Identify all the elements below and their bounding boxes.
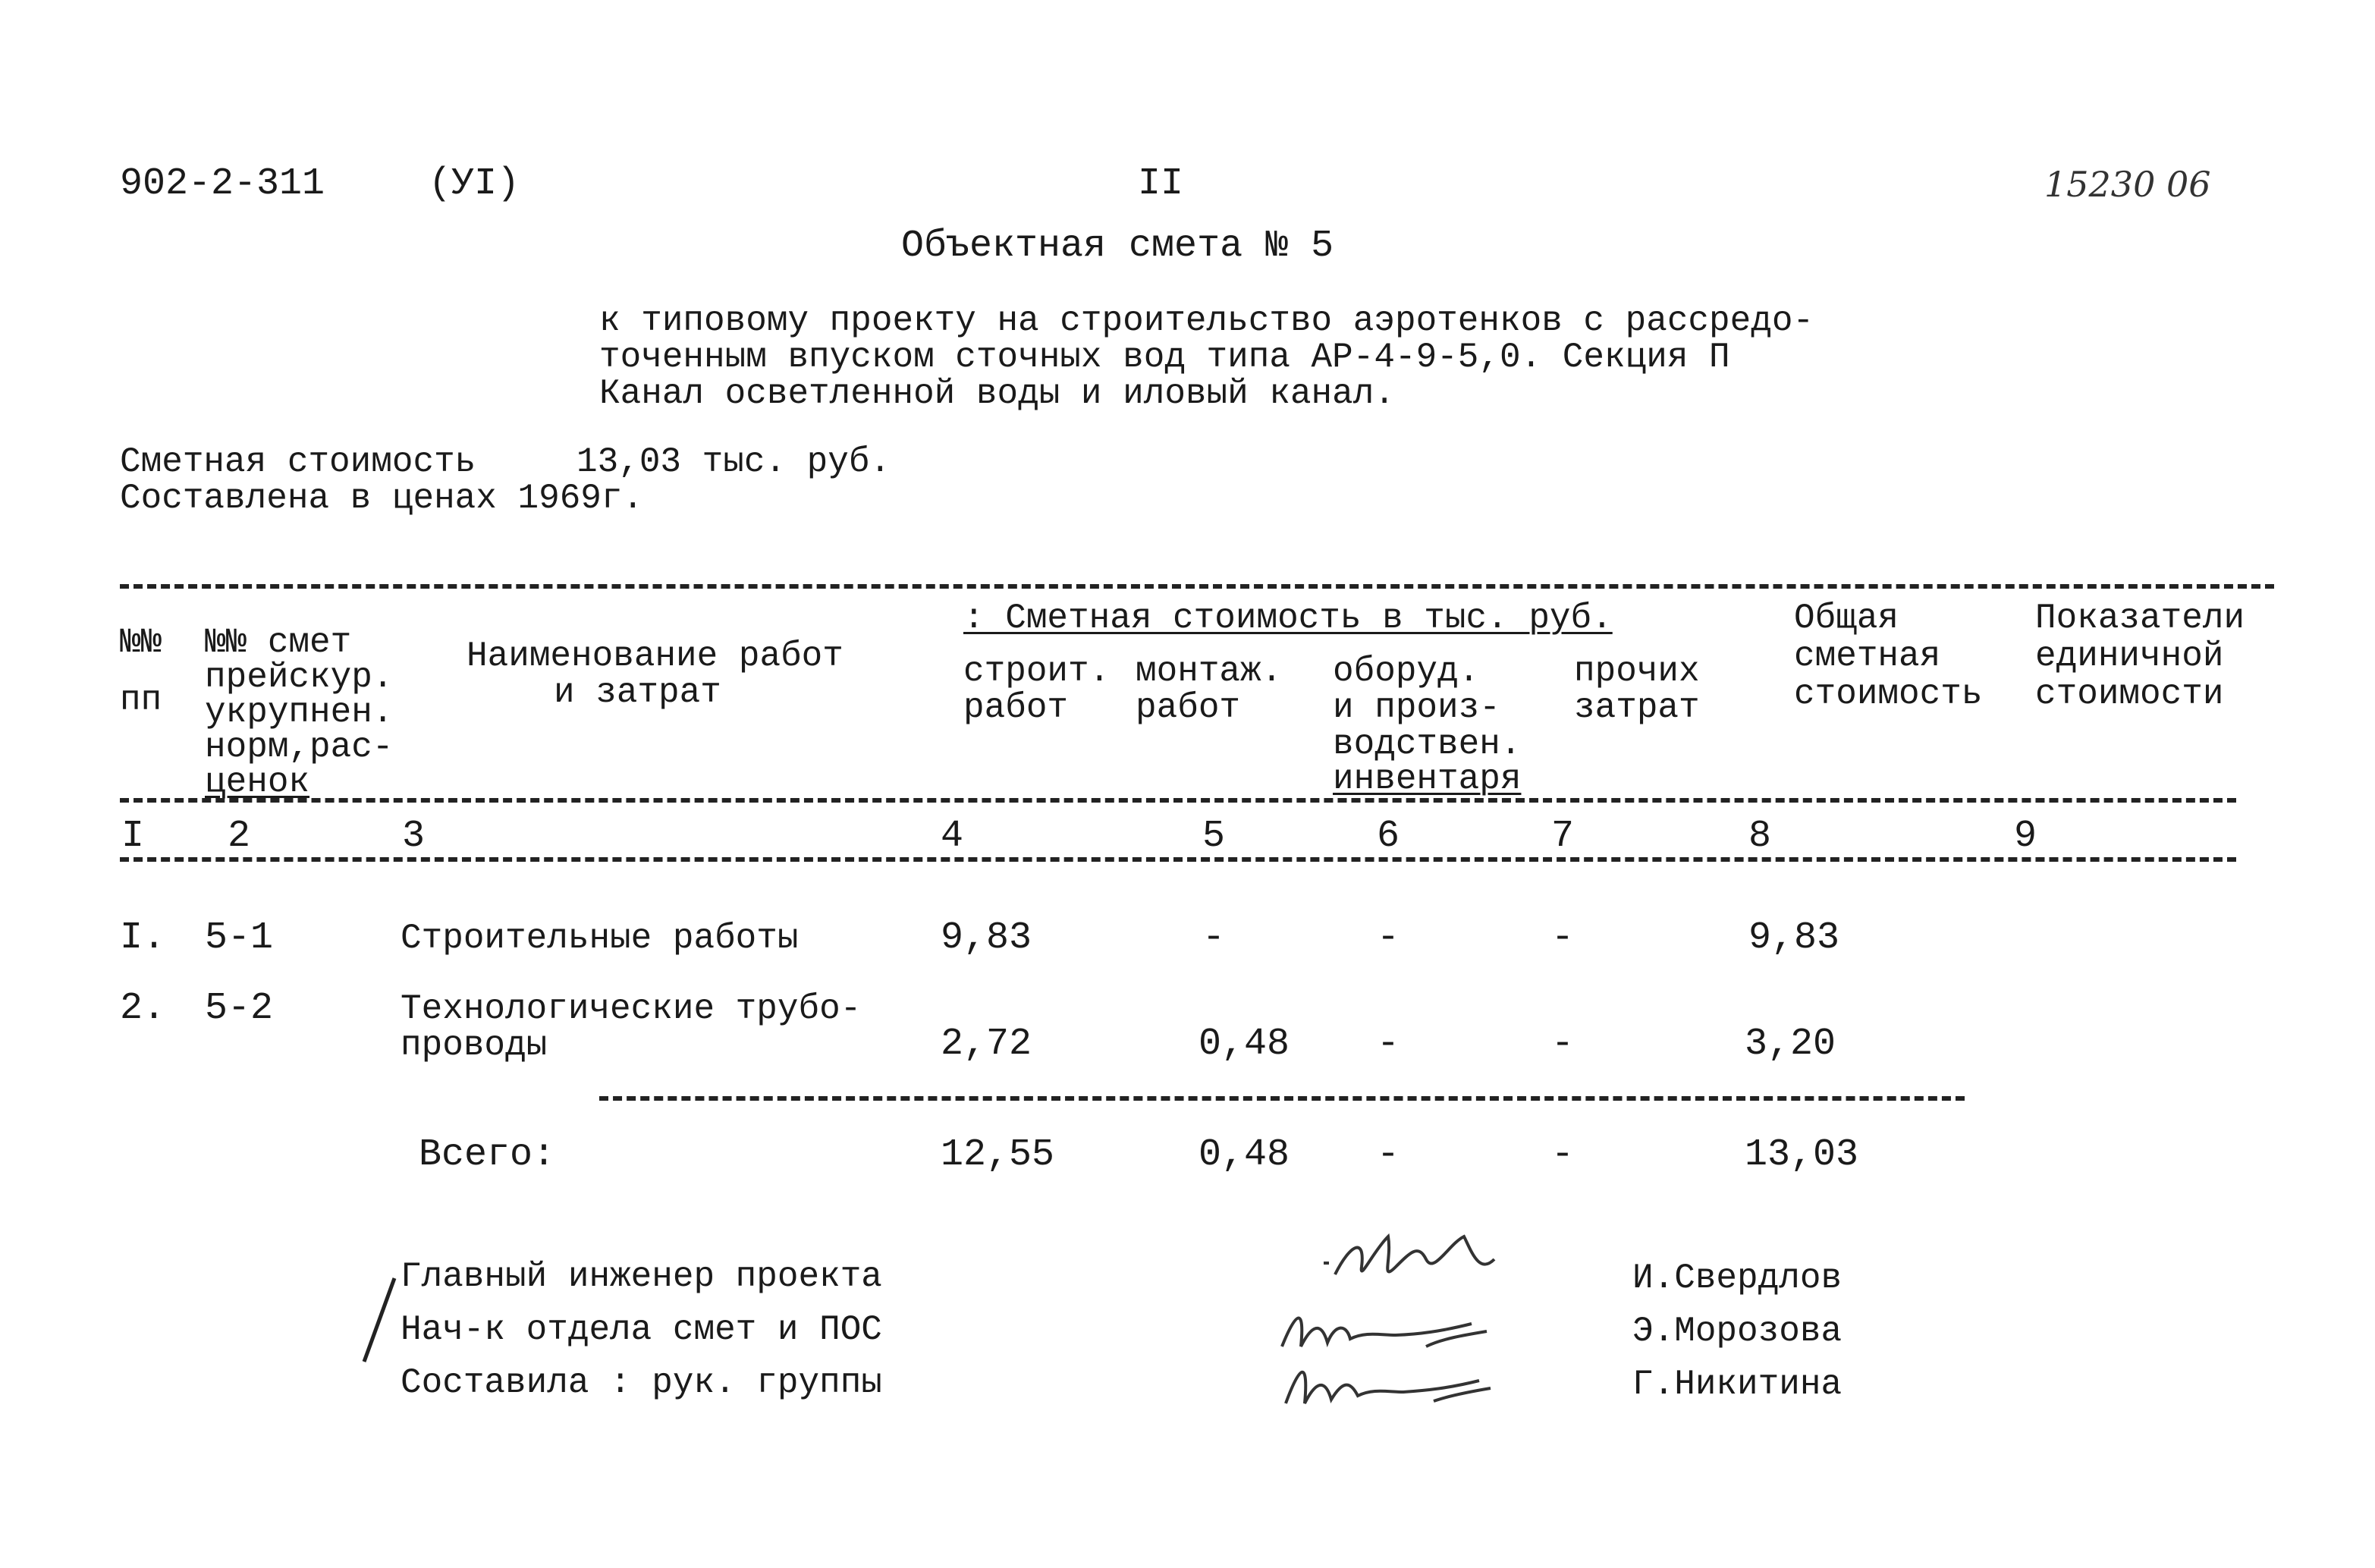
header-bottom-rule bbox=[120, 798, 2236, 803]
total-rule bbox=[599, 1096, 1965, 1101]
signature-role-department-head: Нач-к отдела смет и ПОС bbox=[401, 1310, 882, 1350]
signature-role-chief-engineer: Главный инженер проекта bbox=[401, 1257, 882, 1296]
column-numbers-rule bbox=[120, 857, 2236, 862]
handwritten-signature-3 bbox=[1274, 1354, 1502, 1415]
signature-role-group-lead: Составила : рук. группы bbox=[401, 1363, 882, 1403]
subtitle-line-3: Канал осветленной воды и иловый канал. bbox=[599, 374, 1395, 413]
signature-name-morozova: Э.Морозова bbox=[1632, 1312, 1843, 1351]
estimated-cost-label: Сметная стоимость bbox=[120, 442, 476, 482]
document-code: 902-2-311 bbox=[120, 162, 325, 206]
estimated-cost-value: 13,03 тыс. руб. bbox=[576, 442, 891, 482]
subtitle-line-2: точенным впуском сточных вод типа АР-4-9-5,0. Секция П bbox=[599, 338, 1730, 377]
header-cost-group: : Сметная стоимость в тыс. руб. bbox=[963, 599, 1613, 638]
table-top-rule bbox=[120, 584, 2274, 589]
signature-name-sverdlov: И.Свердлов bbox=[1632, 1258, 1843, 1298]
handwritten-signature-1 bbox=[1320, 1221, 1517, 1305]
subtitle-line-1: к типовому проекту на строительство аэротенков с рассредо- bbox=[599, 301, 1814, 341]
signature-name-nikitina: Г.Никитина bbox=[1632, 1365, 1843, 1404]
handwritten-signature-2 bbox=[1274, 1301, 1502, 1362]
prices-year-line: Составлена в ценах 1969г. bbox=[120, 479, 644, 518]
page-title: Объектная смета № 5 bbox=[901, 225, 1334, 268]
inventory-number: 15230 06 bbox=[2044, 164, 2211, 205]
album-number: (УI) bbox=[429, 162, 520, 206]
margin-stroke bbox=[357, 1274, 402, 1365]
page-number: II bbox=[1138, 162, 1184, 206]
